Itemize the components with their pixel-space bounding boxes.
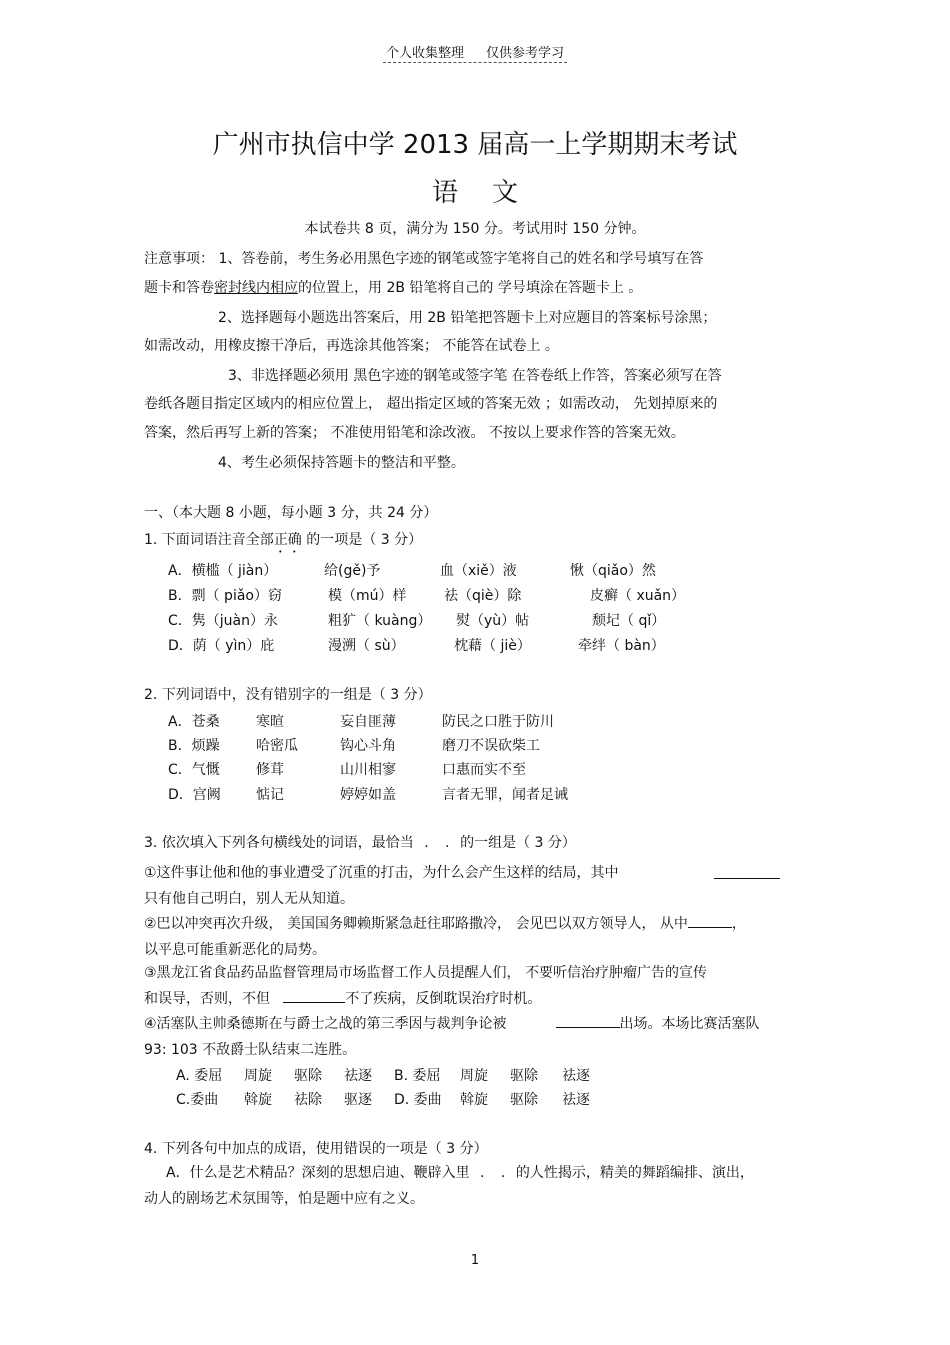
header-left: 个人收集整理 [385, 46, 464, 61]
note-2b: 如需改动，用橡皮擦干净后，再选涂其他答案； 不能答在试卷上 。 [144, 338, 559, 354]
note-2a: 2、选择题每小题选出答案后，用 2B 铅笔把答题卡上对应题目的答案标号涂黑； [218, 310, 717, 326]
q4-option-a-post: 的人性揭示，精美的舞蹈编排、演出， [515, 1165, 754, 1181]
q3-stem-pre: 3. 依次填入下列各句横线处的词语，最恰当 [144, 835, 414, 851]
note-3b: 卷纸各题目指定区域内的相应位置上， 超出指定区域的答案无效 ；如需改动， 先划掉原来的 [144, 396, 718, 412]
q1-option-d-1: D．荫（ yìn）庇 [168, 638, 275, 654]
q1-option-b-3: 祛（qiè）除 [444, 588, 522, 604]
q3-sentence-2a: ②巴以冲突再次升级， 美国国务卿赖斯紧急赶往耶路撒冷， 会见巴以双方领导人， 从中 ， [144, 916, 746, 932]
q2-option-c-2: 修茸 [256, 762, 284, 778]
q1-option-a-4: 愀（qiǎo）然 [570, 563, 656, 579]
note-1a: 注意事项： 1、答卷前，考生务必用黑色字迹的钢笔或签字笔将自己的姓名和学号填写在答 [144, 251, 704, 267]
q3-sentence-1b: 只有他自己明白，别人无从知道。 [144, 891, 354, 907]
q3-option-a-2: 周旋 [244, 1068, 272, 1084]
q2-option-d-3: 婷婷如盖 [340, 787, 396, 803]
header-right: 仅供参考学习 [486, 46, 565, 61]
q1-stem-emphasis: 正确 [273, 532, 302, 548]
q2-option-b-2: 哈密瓜 [256, 738, 298, 754]
q1-option-c-3: 熨（yù）帖 [456, 613, 530, 629]
q3-option-b-2: 周旋 [460, 1068, 488, 1084]
q3-sentence-3b-pre: 和误导，否则，不但 [144, 991, 270, 1007]
q4-option-a-pre: A．什么是艺术精品？深刻的思想启迪、鞭辟入里 [166, 1165, 470, 1181]
q3-option-d-3: 驱除 [510, 1092, 538, 1108]
q4-option-a-cont: 动人的剧场艺术氛围等，怕是题中应有之义。 [144, 1191, 424, 1207]
q3-option-b-3: 驱除 [510, 1068, 538, 1084]
q3-sentence-2a-text: ②巴以冲突再次升级， 美国国务卿赖斯紧急赶往耶路撒冷， 会见巴以双方领导人， 从中 [144, 916, 688, 932]
q2-option-a-2: 寒暄 [256, 714, 284, 730]
q2-option-b-4: 磨刀不误砍柴工 [442, 738, 540, 754]
q1-option-c-2: 粗犷（ kuàng） [328, 613, 432, 629]
q1-option-d-2: 漫溯（ sù） [328, 638, 405, 654]
q3-blank-3 [283, 990, 345, 1003]
q1-option-d-3: 枕藉（ jiè） [454, 638, 531, 654]
q3-sentence-3b [144, 990, 541, 1008]
q3-blank-4 [556, 1015, 620, 1028]
q2-option-b-3: 钩心斗角 [340, 738, 396, 754]
header-rule [383, 62, 567, 63]
note-1b-post: 的位置上，用 2B 铅笔将自己的 学号填涂在答题卡上 。 [298, 280, 643, 296]
q1-option-c-4: 颓圮（ qǐ） [592, 613, 666, 629]
q3-sentence-4a-pre: ④活塞队主帅桑德斯在与爵士之战的第三季因与裁判争论被 [144, 1016, 507, 1032]
q2-option-a-3: 妄自匪薄 [340, 714, 396, 730]
q1-option-b-4: 皮癣（ xuǎn） [590, 588, 686, 604]
q3-option-d-2: 斡旋 [460, 1092, 488, 1108]
note-4: 4、考生必须保持答题卡的整洁和平整。 [218, 455, 465, 471]
q2-option-c-4: 口惠而实不至 [442, 762, 526, 778]
q3-option-d-1: D. 委曲 [394, 1092, 442, 1108]
q1-option-a-1: A．横槛（ jiàn） [168, 563, 278, 579]
q3-emphasis-dots: . . [413, 835, 456, 851]
q3-sentence-3b-post: 不了疾病，反倒耽误治疗时机。 [345, 991, 542, 1007]
q3-option-a-3: 驱除 [294, 1068, 322, 1084]
q4-emphasis-dots: . . [469, 1165, 512, 1181]
q3-stem-post: 的一组是（ 3 分） [460, 835, 576, 851]
q3-option-c-1: C.委曲 [176, 1092, 219, 1108]
q2-option-c-3: 山川相寥 [340, 762, 396, 778]
exam-title: 广州市执信中学 2013 届高一上学期期末考试 [212, 130, 738, 160]
q3-option-c-4: 驱逐 [344, 1092, 372, 1108]
q3-sentence-4a [144, 1015, 760, 1033]
q1-option-b-2: 模（mú）样 [328, 588, 407, 604]
page-number: 1 [470, 1253, 480, 1268]
q1-option-b-1: B．剽（ piǎo）窃 [168, 588, 282, 604]
note-1b-underlined: 密封线内相应 [214, 280, 298, 296]
q3-blank-2 [688, 915, 732, 928]
q3-option-b-1: B. 委屈 [394, 1068, 441, 1084]
note-3c: 答案，然后再写上新的答案； 不准使用铅笔和涂改液。 不按以上要求作答的答案无效。 [144, 425, 685, 441]
q3-sentence-3a: ③黑龙江省食品药品监督管理局市场监督工作人员提醒人们， 不要听信治疗肿瘤广告的宣传 [144, 965, 707, 981]
q3-blank-1 [714, 878, 780, 879]
q3-sentence-2b: 以平息可能重新恶化的局势。 [144, 942, 326, 958]
q1-option-a-3: 血（xiě）液 [440, 563, 517, 579]
q1-stem [144, 531, 422, 556]
note-3a: 3、非选择题必须用 黑色字迹的钢笔或签字笔 在答卷纸上作答，答案必须写在答 [228, 368, 722, 384]
q2-option-c-1: C．气慨 [168, 762, 220, 778]
q1-option-d-4: 牵绊（ bàn） [578, 638, 665, 654]
q3-option-c-3: 祛除 [294, 1092, 322, 1108]
exam-info: 本试卷共 8 页，满分为 150 分。考试用时 150 分钟。 [304, 221, 646, 237]
q1-option-c-1: C．隽（juàn）永 [168, 613, 278, 629]
q3-option-a-4: 祛逐 [344, 1068, 372, 1084]
q2-option-a-1: A．苍桑 [168, 714, 220, 730]
note-1b-pre: 题卡和答卷 [144, 280, 214, 296]
q1-stem-post: 的一项是（ 3 分） [306, 532, 423, 548]
page-header [0, 42, 950, 61]
q3-option-b-4: 祛逐 [562, 1068, 590, 1084]
q1-option-a-2: 给(gě)予 [324, 563, 381, 579]
q3-option-d-4: 祛逐 [562, 1092, 590, 1108]
q2-option-b-1: B．烦躁 [168, 738, 220, 754]
q4-option-a [166, 1164, 754, 1182]
q3-sentence-4b: 93: 103 不敌爵士队结束二连胜。 [144, 1042, 357, 1058]
q3-sentence-4a-post: 出场。本场比赛活塞队 [619, 1016, 760, 1032]
q1-stem-pre: 1. 下面词语注音全部 [144, 532, 274, 548]
q3-option-c-2: 斡旋 [244, 1092, 272, 1108]
note-1b [144, 279, 642, 297]
q2-option-d-1: D．宫阙 [168, 787, 221, 803]
q3-option-a-1: A. 委屈 [176, 1068, 223, 1084]
q2-option-d-2: 惦记 [256, 787, 284, 803]
q4-stem: 4. 下列各句中加点的成语，使用错误的一项是（ 3 分） [144, 1141, 488, 1157]
q2-option-a-4: 防民之口胜于防川 [442, 714, 554, 730]
q3-stem [144, 834, 576, 852]
subject-title: 语文 [431, 178, 552, 208]
q2-option-d-4: 言者无罪，闻者足诫 [442, 787, 568, 803]
q2-stem: 2. 下列词语中，没有错别字的一组是（ 3 分） [144, 687, 432, 703]
section-1-heading: 一、（本大题 8 小题，每小题 3 分，共 24 分） [144, 505, 438, 521]
q3-sentence-1a: ①这件事让他和他的事业遭受了沉重的打击，为什么会产生这样的结局，其中 [144, 865, 619, 881]
